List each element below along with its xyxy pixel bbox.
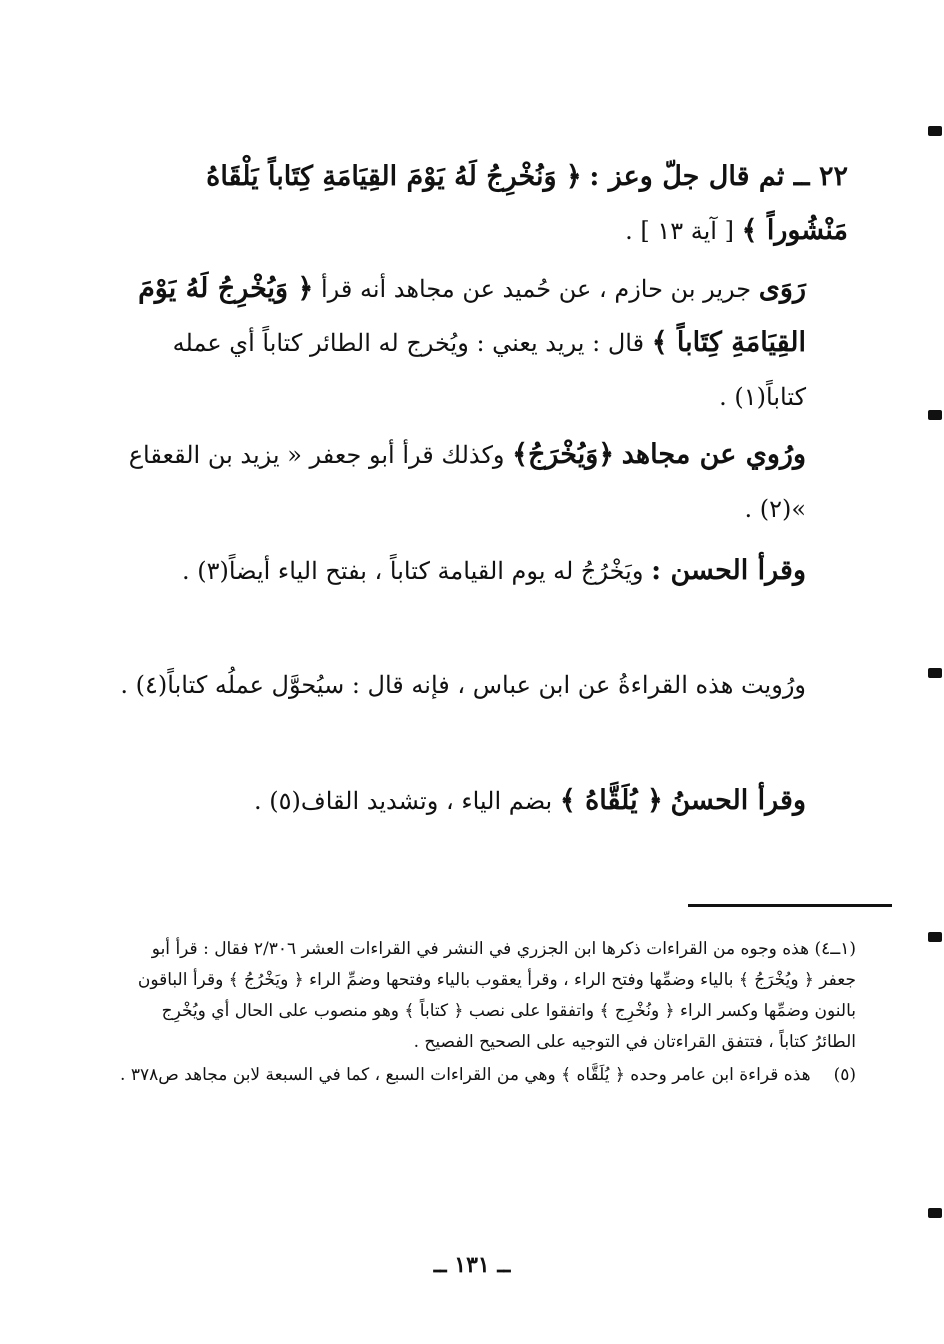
quran-verse: ﴿ وَنُخْرِجُ لَهُ يَوْمَ القِيَامَةِ كِتَاباً يَلْقَاهُ مَنْشُوراً ﴾ [206, 161, 848, 246]
paragraph-hasan [118, 544, 848, 598]
footnote-number: (١ــ٤) [814, 939, 856, 959]
paragraph-verse-22 [118, 150, 848, 258]
footnote-text: هذه وجوه من القراءات ذكرها ابن الجزري في النشر في القراءات العشر ٢/٣٠٦ فقال : قرأ أبو جعفر ﴿ ويُخْرَجُ ﴾ بالياء وضمِّها وفتح الراء ، وقرأ يعقوب بالياء وفتحها وضمِّ الراء ﴿ ويَخْرُجُ ﴾ وقرأ الباقون بالنون وضمِّها وكسر الراء ﴿ ونُخْرِج ﴾ واتفقوا على نصب ﴿ كتاباً ﴾ وهو منصوب على الحال أي ويُخْرِج الطائرُ كتاباً ، فتتفق القراءتان في التوجيه على الصحيح الفصيح . [137, 939, 856, 1052]
footnote-text: هذه قراءة ابن عامر وحده ﴿ يُلَقَّاه ﴾ وهي من القراءات السبع ، كما في السبعة لابن مجاهد ص٣٧٨ . [120, 1065, 811, 1085]
hasan-2-lead: وقرأ الحسنُ [670, 785, 806, 816]
quran-word-yulaqqah: ﴿ يُلَقَّاهُ ﴾ [559, 785, 663, 816]
hasan-text: ويَخْرُجُ له يوم القيامة كتاباً ، بفتح الياء أيضاً(٣) . [181, 557, 644, 585]
verse-reference: [ آية ١٣ ] . [625, 217, 734, 245]
edge-mark [928, 410, 942, 420]
ibn-abbas-text: ورُويت هذه القراءةُ عن ابن عباس ، فإنه قال : سيُحوَّل عملُه كتاباً(٤) . [120, 671, 806, 699]
quran-word: ﴿وَيُخْرَجُ﴾ [512, 439, 615, 470]
narration-text: جرير بن حازم ، عن حُميد عن مجاهد أنه قرأ [320, 275, 752, 303]
paragraph-mujahid [118, 428, 848, 536]
edge-mark [928, 126, 942, 136]
hasan-2-text: بضم الياء ، وتشديد القاف(٥) . [253, 787, 553, 815]
edge-mark [928, 932, 942, 942]
footnotes [116, 934, 856, 1093]
narration-text-continued: قال : يريد يعني : ويُخرج له الطائر كتاباً أي عمله كتاباً(١) . [172, 329, 806, 411]
mujahid-text: وكذلك قرأ أبو جعفر « يزيد بن القعقاع »(٢) . [128, 441, 806, 523]
page-number: ــ ١٣١ ــ [433, 1252, 511, 1278]
edge-mark [928, 668, 942, 678]
footnote [116, 1060, 856, 1091]
paragraph-hasan-yulaqqah [118, 774, 848, 828]
paragraph-ibn-abbas [118, 658, 848, 712]
verse-heading: ٢٢ ــ ثم قال جلّ وعز : [589, 161, 848, 192]
edge-mark [928, 1208, 942, 1218]
footnote [116, 934, 856, 1058]
narration-lead: رَوَى [758, 273, 806, 304]
paragraph-narration [118, 262, 848, 424]
quran-quote: ﴿ وَيُخْرِجُ لَهُ يَوْمَ القِيَامَةِ كِتَاباً ﴾ [138, 273, 806, 358]
footnote-number: (٥) [833, 1065, 856, 1085]
mujahid-lead: ورُوي عن مجاهد [621, 439, 806, 470]
hasan-lead: وقرأ الحسن : [651, 555, 806, 586]
footnote-separator [688, 904, 892, 907]
